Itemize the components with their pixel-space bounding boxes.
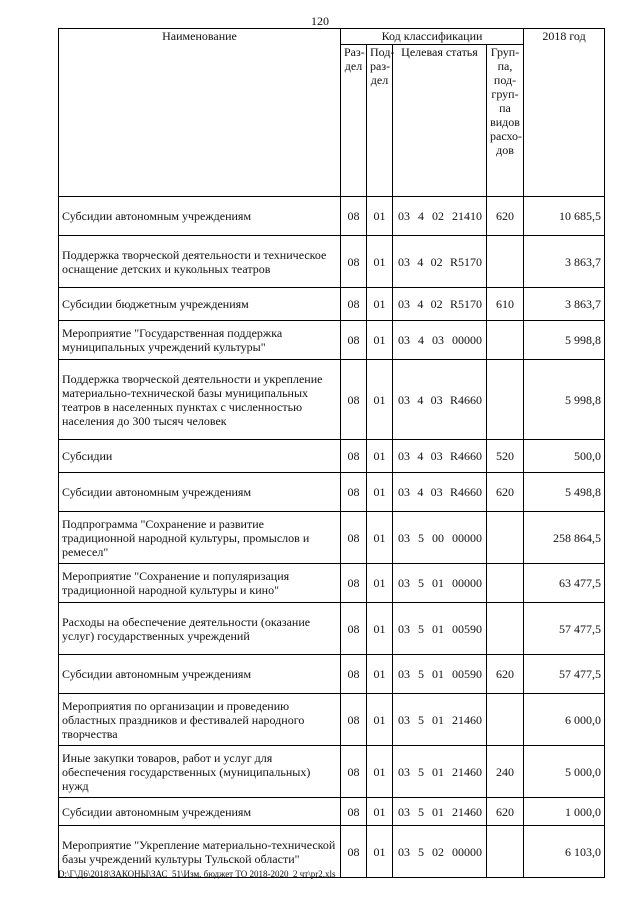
- row-subsection: 01: [367, 321, 393, 360]
- target-item-part: 03: [398, 297, 410, 311]
- table-row: [59, 746, 605, 798]
- target-item-parts: [396, 333, 483, 347]
- target-item-part: 01: [432, 764, 444, 779]
- row-target-item: [393, 694, 487, 746]
- target-item-part: 4: [417, 485, 424, 499]
- target-item-part: 4: [417, 254, 424, 269]
- target-item-part: 03: [430, 449, 443, 463]
- row-name: Субсидии: [59, 440, 341, 473]
- row-section: 08: [341, 360, 367, 440]
- row-target-item: [393, 603, 487, 655]
- budget-table: [58, 28, 605, 878]
- header-subsection: Под- раз- дел: [367, 45, 393, 197]
- target-item-part: 03: [398, 254, 410, 269]
- row-expense-group: 520: [487, 440, 524, 473]
- row-target-item: [393, 473, 487, 512]
- row-expense-group: [487, 360, 524, 440]
- row-section: 08: [341, 603, 367, 655]
- row-name: Иные закупки товаров, работ и услуг для обеспечения государственных (муниципальных) нужд: [59, 746, 341, 798]
- row-target-item: [393, 512, 487, 564]
- table-row: [59, 564, 605, 603]
- row-subsection: 01: [367, 288, 393, 321]
- row-target-item: [393, 798, 487, 826]
- row-amount: 6 103,0: [524, 826, 605, 878]
- row-subsection: 01: [367, 360, 393, 440]
- target-item-parts: [396, 713, 483, 727]
- row-subsection: 01: [367, 440, 393, 473]
- row-subsection: 01: [367, 197, 393, 236]
- target-item-part: 02: [432, 844, 444, 859]
- target-item-part: 03: [398, 449, 410, 463]
- row-amount: 1 000,0: [524, 798, 605, 826]
- target-item-part: 03: [398, 844, 410, 859]
- row-amount: 5 998,8: [524, 321, 605, 360]
- row-target-item: [393, 655, 487, 694]
- row-subsection: 01: [367, 826, 393, 878]
- target-item-part: R5170: [449, 254, 482, 269]
- target-item-parts: [396, 393, 483, 407]
- target-item-part: 00590: [452, 621, 482, 636]
- target-item-part: 4: [417, 449, 424, 463]
- row-name: Мероприятие "Укрепление материально-технической базы учреждений культуры Тульской области": [59, 826, 341, 878]
- target-item-part: 03: [398, 712, 410, 727]
- row-name: Субсидии автономным учреждениям: [59, 197, 341, 236]
- target-item-parts: [396, 765, 483, 779]
- row-name: Субсидии бюджетным учреждениям: [59, 288, 341, 321]
- target-item-part: 5: [418, 804, 424, 819]
- row-expense-group: 610: [487, 288, 524, 321]
- row-expense-group: [487, 321, 524, 360]
- row-amount: 63 477,5: [524, 564, 605, 603]
- row-subsection: 01: [367, 564, 393, 603]
- header-expense-group: Груп- па, под- груп- па видов расхо- дов: [487, 45, 524, 197]
- table-row: [59, 236, 605, 288]
- target-item-part: 00000: [452, 333, 482, 347]
- row-subsection: 01: [367, 512, 393, 564]
- row-section: 08: [341, 473, 367, 512]
- header-year: 2018 год: [524, 29, 605, 197]
- row-subsection: 01: [367, 236, 393, 288]
- target-item-parts: [396, 805, 483, 819]
- target-item-parts: [396, 255, 483, 269]
- target-item-part: 5: [418, 764, 424, 779]
- row-name: Расходы на обеспечение деятельности (оказание услуг) государственных учреждений: [59, 603, 341, 655]
- row-amount: 5 498,8: [524, 473, 605, 512]
- row-name: Мероприятия по организации и проведению областных праздников и фестивалей народного творчества: [59, 694, 341, 746]
- row-subsection: 01: [367, 798, 393, 826]
- target-item-parts: [396, 485, 483, 499]
- target-item-part: 03: [398, 485, 410, 499]
- row-expense-group: 240: [487, 746, 524, 798]
- target-item-part: 03: [432, 333, 444, 347]
- row-expense-group: [487, 694, 524, 746]
- row-expense-group: [487, 236, 524, 288]
- target-item-part: R4660: [449, 392, 482, 407]
- table-row: [59, 694, 605, 746]
- table-row: [59, 321, 605, 360]
- row-subsection: 01: [367, 694, 393, 746]
- target-item-part: R4660: [449, 449, 482, 463]
- row-amount: 57 477,5: [524, 655, 605, 694]
- row-section: 08: [341, 746, 367, 798]
- row-target-item: [393, 197, 487, 236]
- row-expense-group: [487, 826, 524, 878]
- row-expense-group: 620: [487, 473, 524, 512]
- row-name: Субсидии автономным учреждениям: [59, 655, 341, 694]
- row-target-item: [393, 236, 487, 288]
- row-section: 08: [341, 288, 367, 321]
- page-number: 120: [311, 14, 329, 28]
- target-item-part: 01: [432, 667, 444, 681]
- target-item-part: 21460: [452, 804, 482, 819]
- row-amount: 6 000,0: [524, 694, 605, 746]
- target-item-part: 5: [418, 621, 424, 636]
- row-name: Субсидии автономным учреждениям: [59, 473, 341, 512]
- row-target-item: [393, 360, 487, 440]
- target-item-part: 03: [398, 576, 410, 590]
- row-section: 08: [341, 440, 367, 473]
- row-expense-group: [487, 564, 524, 603]
- target-item-part: 00: [432, 530, 444, 545]
- row-amount: 500,0: [524, 440, 605, 473]
- target-item-part: 00000: [452, 576, 482, 590]
- row-name: Субсидии автономным учреждениям: [59, 798, 341, 826]
- target-item-part: 02: [430, 297, 443, 311]
- target-item-part: 01: [432, 712, 444, 727]
- target-item-part: R4660: [449, 485, 482, 499]
- row-name: Мероприятие "Государственная поддержка муниципальных учреждений культуры": [59, 321, 341, 360]
- row-name: Мероприятие "Сохранение и популяризация традиционной народной культуры и кино": [59, 564, 341, 603]
- row-target-item: [393, 440, 487, 473]
- target-item-part: 00000: [452, 844, 482, 859]
- target-item-part: 4: [418, 209, 424, 223]
- target-item-part: 03: [398, 333, 410, 347]
- row-name: Поддержка творческой деятельности и укрепление материально-технической базы муниципальных театров в населенных пунктах с численностью населения до 300 тысяч человек: [59, 360, 341, 440]
- row-amount: 5 000,0: [524, 746, 605, 798]
- target-item-part: 4: [417, 392, 424, 407]
- header-classification-code: Код классификации: [341, 29, 524, 45]
- target-item-part: 03: [398, 804, 410, 819]
- target-item-part: 4: [418, 333, 424, 347]
- row-name: Поддержка творческой деятельности и техническое оснащение детских и кукольных театров: [59, 236, 341, 288]
- target-item-parts: [396, 576, 483, 590]
- row-target-item: [393, 746, 487, 798]
- row-section: 08: [341, 512, 367, 564]
- row-section: 08: [341, 564, 367, 603]
- target-item-part: 03: [398, 667, 410, 681]
- target-item-parts: [396, 209, 483, 223]
- target-item-parts: [396, 531, 483, 545]
- row-section: 08: [341, 826, 367, 878]
- target-item-part: R5170: [449, 297, 482, 311]
- row-section: 08: [341, 197, 367, 236]
- table-body: [59, 197, 605, 878]
- target-item-parts: [396, 449, 483, 463]
- target-item-part: 02: [432, 209, 444, 223]
- header-row-top: [59, 29, 605, 45]
- target-item-part: 21460: [452, 712, 482, 727]
- target-item-part: 5: [418, 576, 424, 590]
- row-expense-group: [487, 603, 524, 655]
- row-subsection: 01: [367, 473, 393, 512]
- target-item-part: 01: [432, 576, 444, 590]
- header-target-item: Целевая статья: [393, 45, 487, 197]
- target-item-part: 01: [432, 621, 444, 636]
- row-section: 08: [341, 655, 367, 694]
- table-row: [59, 603, 605, 655]
- target-item-part: 00000: [452, 530, 482, 545]
- target-item-part: 03: [398, 621, 410, 636]
- row-section: 08: [341, 321, 367, 360]
- target-item-part: 02: [430, 254, 443, 269]
- header-name: Наименование: [59, 29, 341, 197]
- target-item-part: 03: [430, 485, 443, 499]
- row-amount: 5 998,8: [524, 360, 605, 440]
- row-amount: 10 685,5: [524, 197, 605, 236]
- row-expense-group: 620: [487, 197, 524, 236]
- target-item-parts: [396, 845, 483, 859]
- table-row: [59, 798, 605, 826]
- target-item-parts: [396, 667, 483, 681]
- target-item-part: 00590: [452, 667, 482, 681]
- row-target-item: [393, 564, 487, 603]
- row-name: Подпрограмма "Сохранение и развитие традиционной народной культуры, промыслов и ремесел": [59, 512, 341, 564]
- target-item-part: 01: [432, 804, 444, 819]
- row-section: 08: [341, 694, 367, 746]
- row-subsection: 01: [367, 655, 393, 694]
- target-item-part: 03: [398, 209, 410, 223]
- table-row: [59, 440, 605, 473]
- table-row: [59, 473, 605, 512]
- table-row: [59, 197, 605, 236]
- row-amount: 57 477,5: [524, 603, 605, 655]
- table-row: [59, 360, 605, 440]
- row-subsection: 01: [367, 746, 393, 798]
- row-target-item: [393, 288, 487, 321]
- target-item-part: 5: [418, 667, 424, 681]
- target-item-part: 4: [417, 297, 424, 311]
- target-item-part: 21460: [452, 764, 482, 779]
- target-item-part: 21410: [452, 209, 482, 223]
- target-item-part: 5: [418, 530, 424, 545]
- target-item-part: 03: [398, 530, 410, 545]
- row-expense-group: 620: [487, 798, 524, 826]
- row-expense-group: 620: [487, 655, 524, 694]
- target-item-part: 03: [430, 392, 443, 407]
- row-subsection: 01: [367, 603, 393, 655]
- file-path-footer: D:\Г\Д6\2018\ЗАКОНЫ\ЗАС_51\Изм. бюджет ТО 2018-2020_2 чт\pr2.xls: [58, 869, 336, 879]
- header-section: Раз- дел: [341, 45, 367, 197]
- target-item-part: 03: [398, 392, 410, 407]
- row-section: 08: [341, 798, 367, 826]
- target-item-part: 5: [418, 712, 424, 727]
- target-item-parts: [396, 622, 483, 636]
- row-amount: 3 863,7: [524, 288, 605, 321]
- target-item-part: 03: [398, 764, 410, 779]
- table-row: [59, 512, 605, 564]
- row-amount: 3 863,7: [524, 236, 605, 288]
- table-row: [59, 655, 605, 694]
- row-target-item: [393, 826, 487, 878]
- row-amount: 258 864,5: [524, 512, 605, 564]
- row-section: 08: [341, 236, 367, 288]
- row-expense-group: [487, 512, 524, 564]
- target-item-part: 5: [418, 844, 424, 859]
- target-item-parts: [396, 297, 483, 311]
- table-row: [59, 288, 605, 321]
- row-target-item: [393, 321, 487, 360]
